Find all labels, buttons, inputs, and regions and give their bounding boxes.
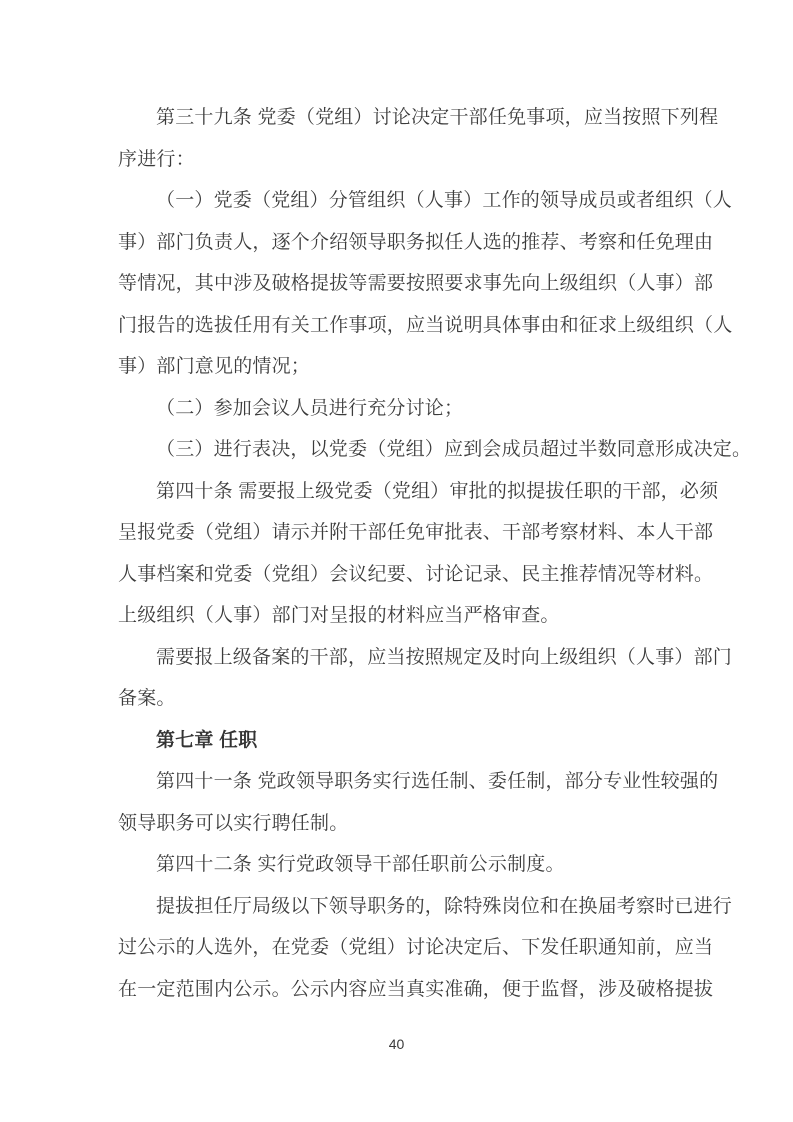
text-line: 第四十条 需要报上级党委（党组）审批的拟提拔任职的干部，必须: [156, 480, 719, 502]
text-line: 门报告的选拔任用有关工作事项，应当说明具体事由和征求上级组织（人: [118, 314, 733, 336]
text-line: 第三十九条 党委（党组）讨论决定干部任免事项，应当按照下列程: [156, 107, 719, 128]
text-line: 领导职务可以实行聘任制。: [118, 812, 349, 834]
text-line: 序进行：: [118, 148, 195, 170]
text-line: 需要报上级备案的干部，应当按照规定及时向上级组织（人事）部门: [156, 646, 733, 668]
text-line: 人事档案和党委（党组）会议纪要、讨论记录、民主推荐情况等材料。: [118, 563, 714, 585]
document-body: [118, 97, 752, 1010]
text-line: （三）进行表决，以党委（党组）应到会成员超过半数同意形成决定。: [156, 439, 752, 460]
page-number: 40: [388, 1036, 405, 1052]
text-line: 事）部门意见的情况；: [118, 356, 311, 377]
text-line: 过公示的人选外，在党委（党组）讨论决定后、下发任职通知前，应当: [118, 937, 714, 958]
text-line: 上级组织（人事）部门对呈报的材料应当严格审查。: [118, 605, 560, 626]
text-line: 第四十一条 党政领导职务实行选任制、委任制，部分专业性较强的: [156, 771, 719, 792]
text-line: 事）部门负责人，逐个介绍领导职务拟任人选的推荐、考察和任免理由: [118, 231, 714, 253]
text-line: 备案。: [118, 688, 176, 709]
text-line: （一）党委（党组）分管组织（人事）工作的领导成员或者组织（人: [156, 190, 733, 211]
text-line: 呈报党委（党组）请示并附干部任免审批表、干部考察材料、本人干部: [118, 522, 714, 543]
text-line: 第四十二条 实行党政领导干部任职前公示制度。: [156, 854, 565, 875]
text-line: 在一定范围内公示。公示内容应当真实准确，便于监督，涉及破格提拔: [118, 978, 714, 1000]
text-line: 提拔担任厅局级以下领导职务的，除特殊岗位和在换届考察时已进行: [156, 895, 733, 917]
text-line: （二）参加会议人员进行充分讨论；: [156, 397, 464, 419]
chapter-heading: 第七章 任职: [156, 729, 258, 751]
text-line: 等情况，其中涉及破格提拔等需要按照要求事先向上级组织（人事）部: [118, 273, 714, 294]
